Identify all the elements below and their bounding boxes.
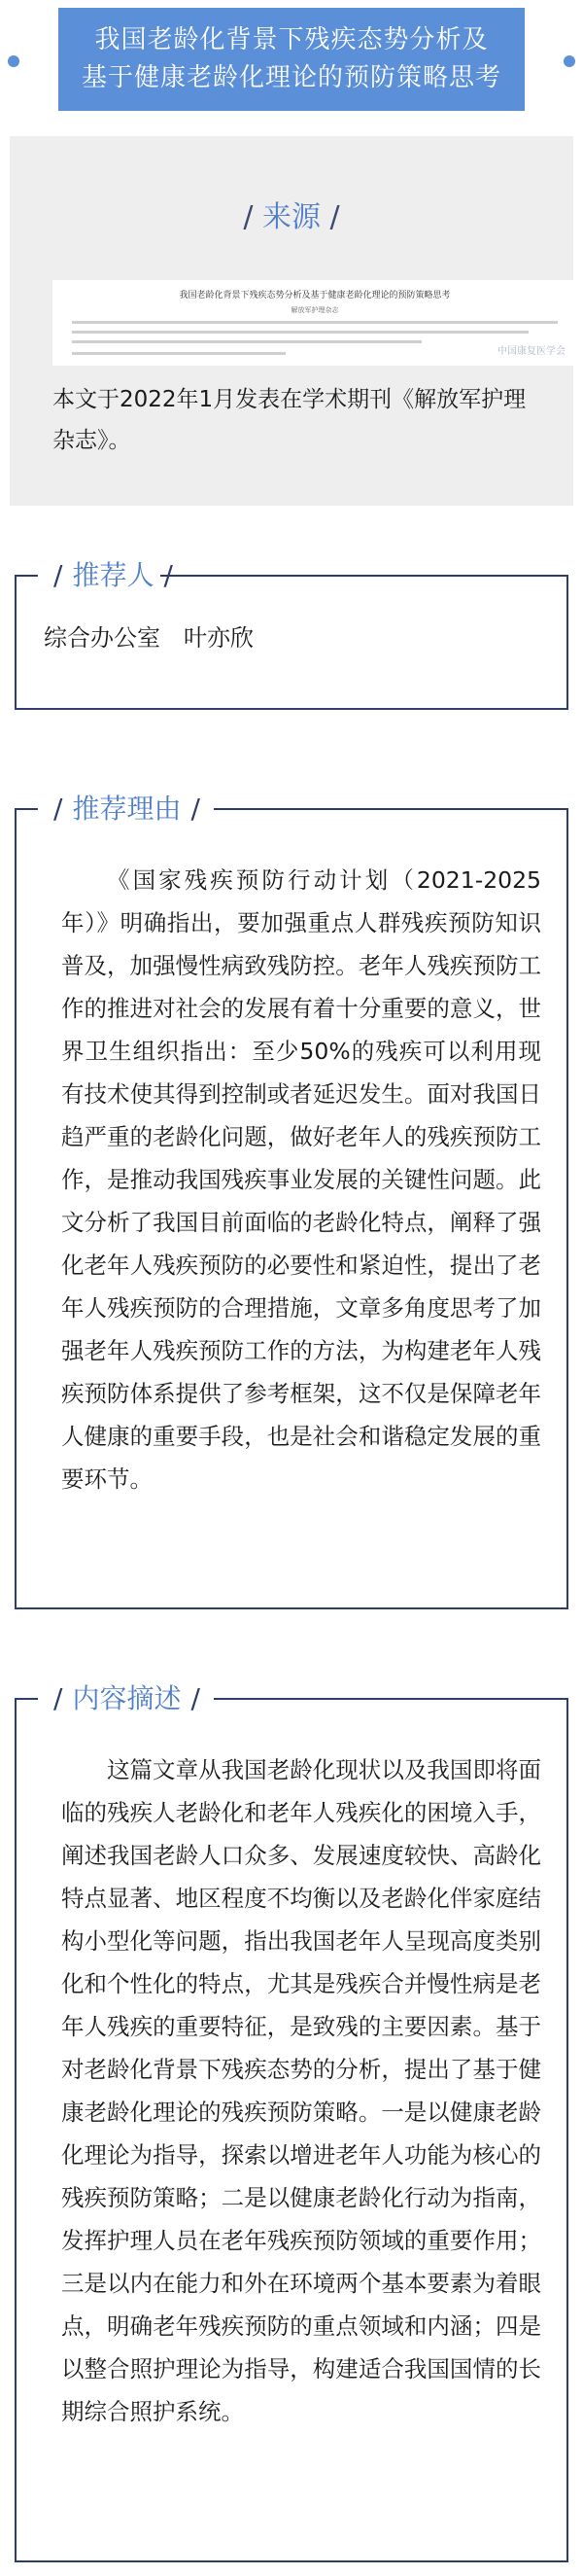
source-heading	[10, 193, 573, 235]
text-line-placeholder	[72, 352, 286, 355]
slash-icon: /	[53, 793, 63, 825]
paper-thumbnail-author: 解放军护理杂志	[291, 306, 339, 314]
left-dot-ornament	[8, 55, 19, 67]
slash-icon: /	[163, 559, 173, 591]
article-title	[58, 21, 525, 97]
paper-thumbnail[interactable]	[52, 280, 577, 366]
text-line-placeholder	[72, 340, 422, 343]
recommender-section	[15, 549, 568, 710]
title-line-2: 基于健康老龄化理论的预防策略思考	[81, 63, 501, 92]
text-line-placeholder	[72, 331, 529, 334]
reason-heading	[44, 783, 210, 835]
abstract-heading	[44, 1673, 210, 1725]
recommender-heading	[44, 549, 183, 602]
paper-thumbnail-title: 我国老龄化背景下残疾态势分析及基于健康老龄化理论的预防策略思考	[179, 291, 451, 300]
watermark-logo: 中国康复医学会	[497, 346, 566, 357]
slash-icon: /	[190, 1682, 200, 1714]
reason-section	[15, 783, 568, 1609]
slash-icon: /	[53, 559, 63, 591]
right-dot-ornament	[564, 55, 575, 67]
source-label: 来源	[262, 200, 321, 234]
text-line-placeholder	[72, 321, 558, 324]
recommender-label: 推荐人	[72, 559, 154, 591]
reason-label: 推荐理由	[72, 793, 182, 825]
source-text: 本文于2022年1月发表在学术期刊《解放军护理杂志》。	[52, 387, 527, 453]
slash-icon: /	[190, 793, 200, 825]
slash-icon: /	[53, 1682, 63, 1714]
source-section	[10, 136, 573, 506]
slash-icon: /	[243, 200, 254, 234]
reason-paragraph: 《国家残疾预防行动计划（2021-2025年）》明确指出，要加强重点人群残疾预防知识普及，加强慢性病致残防控。老年人残疾预防工作的推进对社会的发展有着十分重要的意义，世界卫生组织指出：至少50%的残疾可以利用现有技术使其得到控制或者延迟发生。面对我国日趋严重的老龄化问题，做好老年人的残疾预防工作，是推动我国残疾事业发展的关键性问题。此文分析了我国目前面临的老龄化特点，阐释了强化老年人残疾预防的必要性和紧迫性，提出了老年人残疾预防的合理措施，文章多角度思考了加强老年人残疾预防工作的方法，为构建老年人残疾预防体系提供了参考框架，这不仅是保障老年人健康的重要手段，也是社会和谐稳定发展的重要环节。	[61, 866, 541, 1493]
article-header	[58, 8, 525, 111]
abstract-paragraph: 这篇文章从我国老龄化现状以及我国即将面临的残疾人老龄化和老年人残疾化的困境入手，阐述我国老龄人口众多、发展速度较快、高龄化特点显著、地区程度不均衡以及老龄化伴家庭结构小型化等问题，指出我国老年人呈现高度类别化和个性化的特点，尤其是残疾合并慢性病是老年人残疾的重要特征，是致残的主要因素。基于对老龄化背景下残疾态势的分析，提出了基于健康老龄化理论的残疾预防策略。一是以健康老龄化理论为指导，探索以增进老年人功能为核心的残疾预防策略；二是以健康老龄化行动为指南，发挥护理人员在老年残疾预防领域的重要作用；三是以内在能力和外在环境两个基本要素为着眼点，明确老年残疾预防的重点领域和内涵；四是以整合照护理论为指导，构建适合我国国情的长期综合照护系统。	[61, 1756, 541, 2425]
slash-icon: /	[329, 200, 340, 234]
title-line-1: 我国老龄化背景下残疾态势分析及	[94, 25, 489, 54]
recommender-name: 综合办公室 叶亦欣	[44, 624, 254, 652]
abstract-label: 内容摘述	[72, 1682, 182, 1714]
abstract-section	[15, 1673, 568, 2562]
